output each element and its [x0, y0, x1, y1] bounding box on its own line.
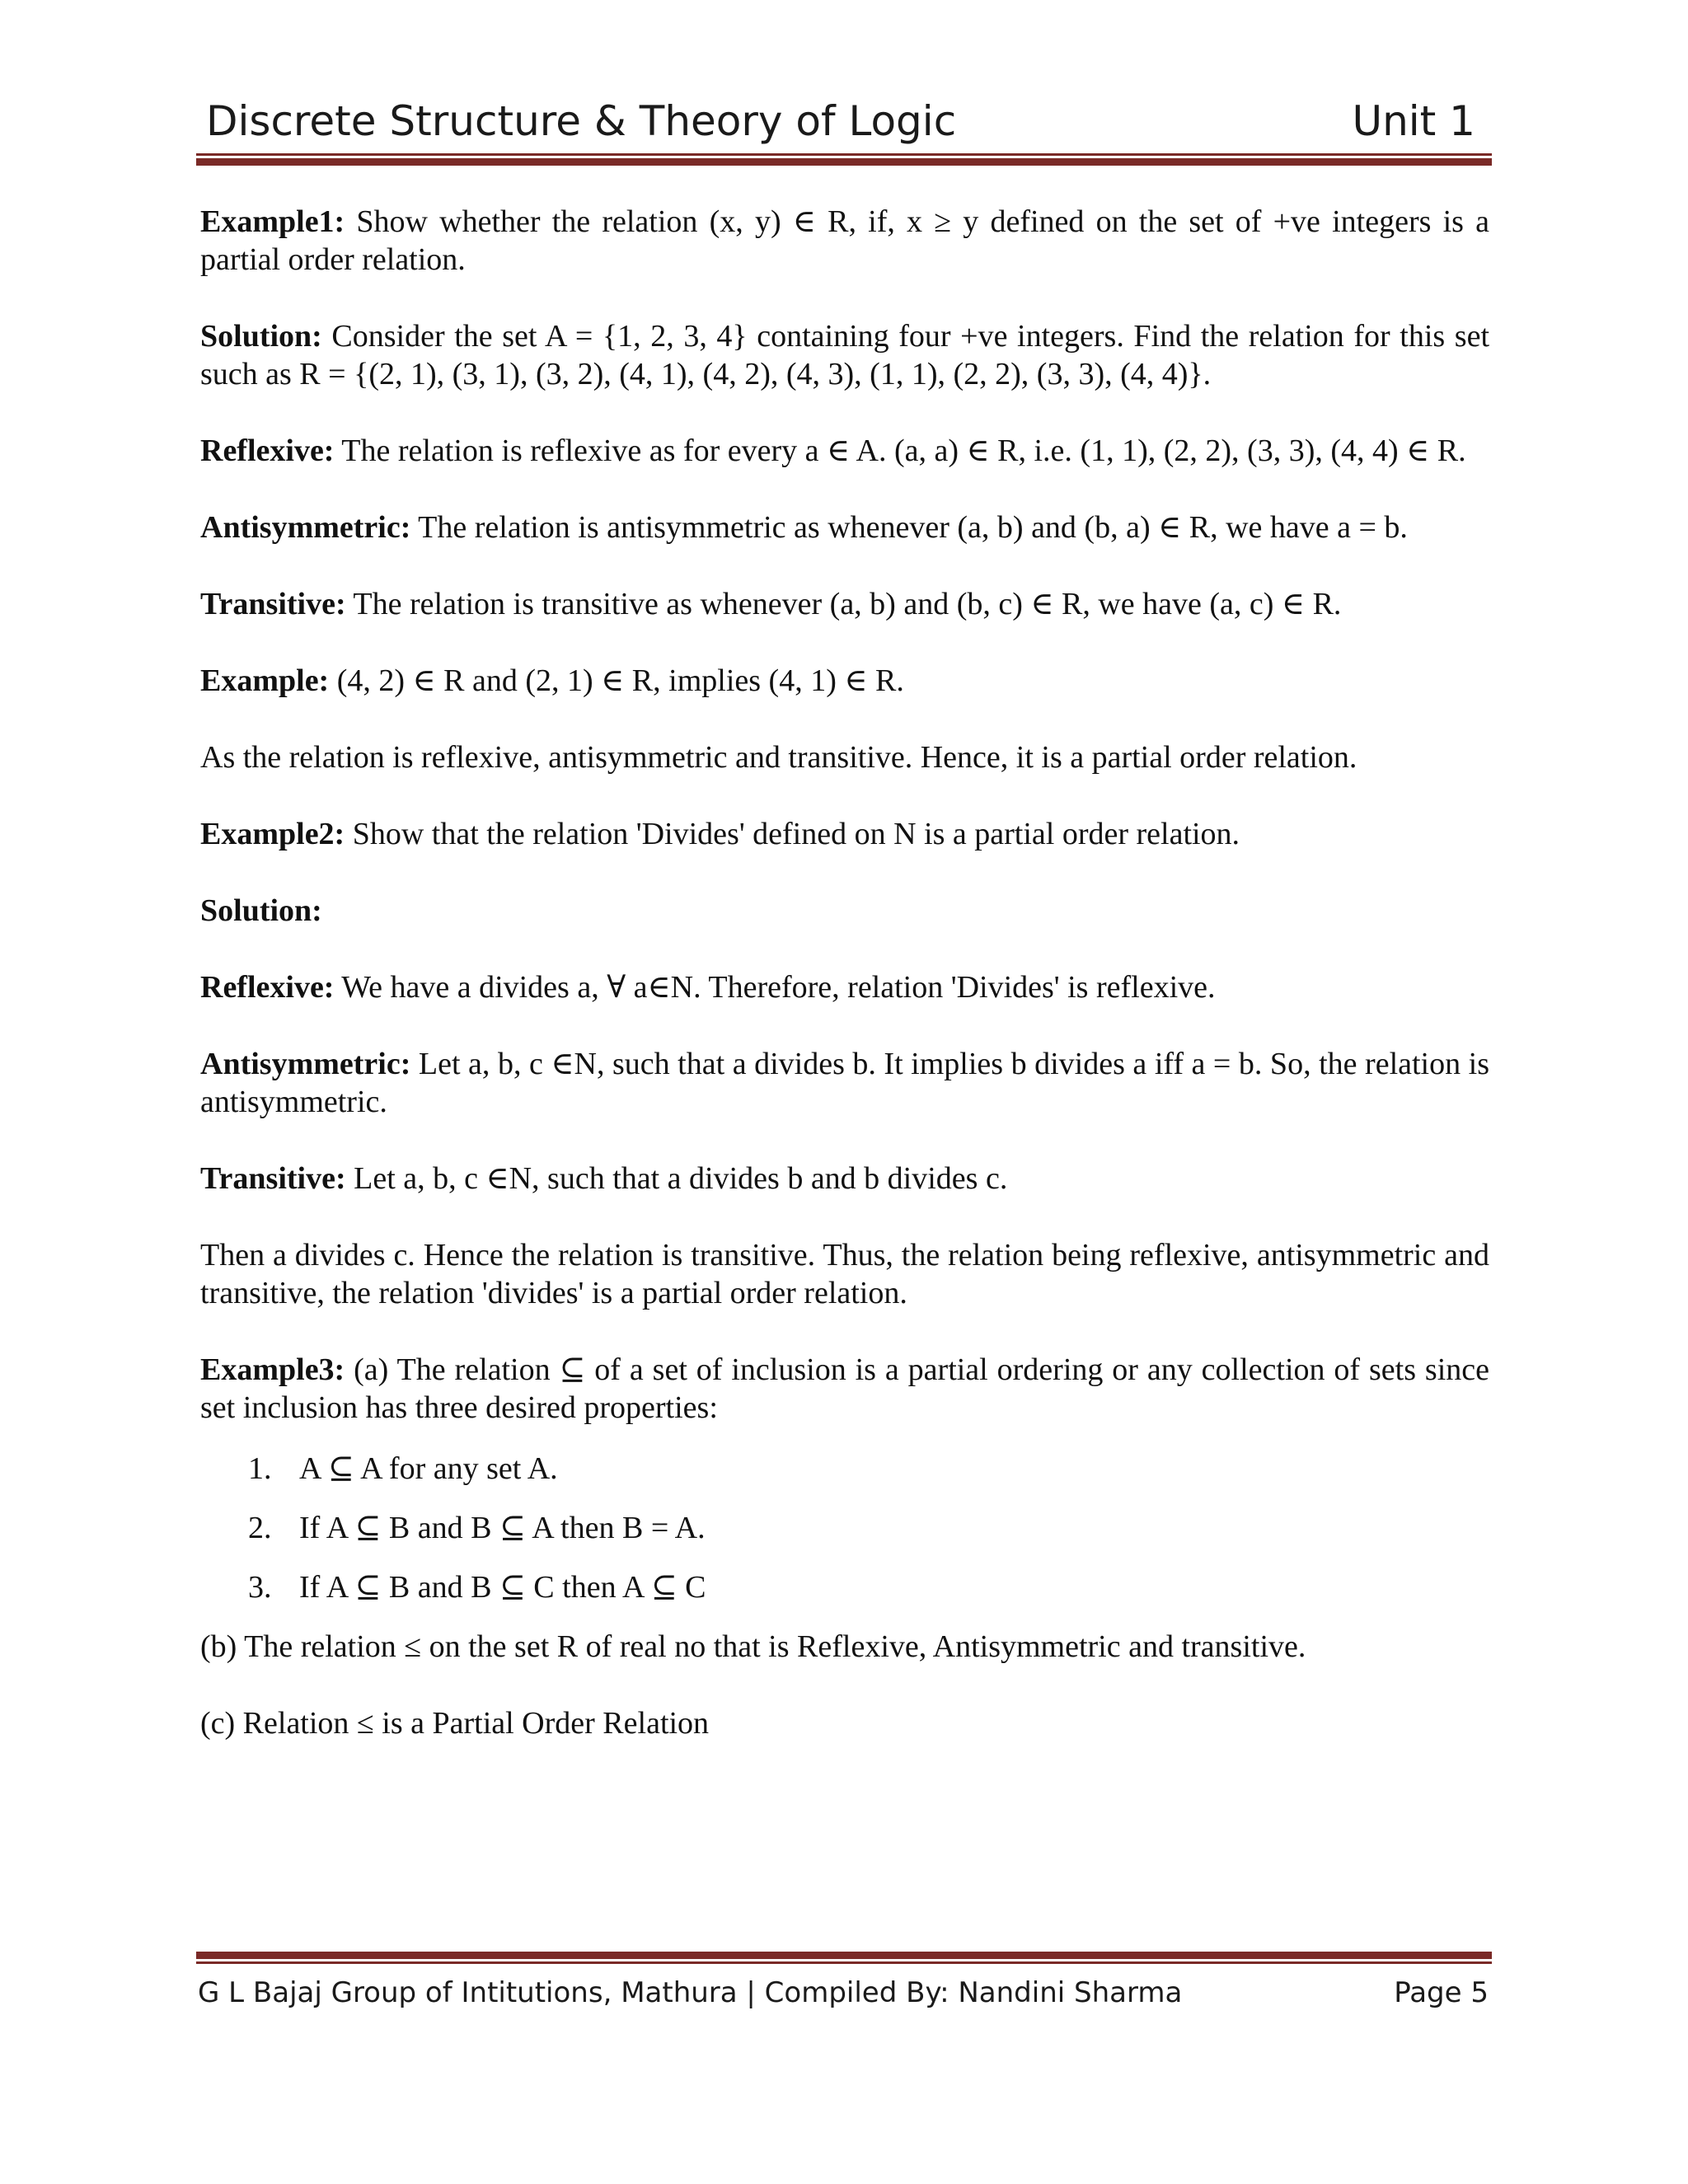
label: Transitive: [200, 1161, 346, 1196]
list-text: A ⊆ A for any set A. [299, 1451, 558, 1486]
footer-credit: G L Bajaj Group of Intitutions, Mathura | Compiled By: Nandini Sharma [198, 1976, 1183, 2009]
footer-rule-thin [196, 1961, 1492, 1964]
paragraph-part-b: (b) The relation ≤ on the set R of real no that is Reflexive, Antisymmetric and transitive. [200, 1629, 1306, 1664]
label: Example3: [200, 1352, 345, 1387]
label: Solution: [200, 319, 322, 354]
header-rule-thick [196, 158, 1492, 166]
properties-list [200, 1450, 1489, 1606]
header-unit: Unit 1 [1352, 97, 1475, 145]
page-header [198, 97, 1490, 157]
label: Example2: [200, 817, 345, 851]
paragraph-conclusion2: Then a divides c. Hence the relation is transitive. Thus, the relation being reflexive, antisymmetric and transitive, the relation 'divides' is a partial order relation. [200, 1238, 1489, 1310]
text: (4, 2) ∈ R and (2, 1) ∈ R, implies (4, 1) ∈ R. [329, 663, 904, 698]
paragraph-antisymmetric2 [200, 1045, 1489, 1121]
footer-rule-thick [196, 1952, 1492, 1959]
label: Reflexive: [200, 970, 335, 1005]
paragraph-example-inline [200, 662, 1489, 700]
label: Example: [200, 663, 330, 698]
text: We have a divides a, ∀ a∈N. Therefore, relation 'Divides' is reflexive. [334, 970, 1216, 1005]
paragraph-transitive2 [200, 1160, 1489, 1197]
paragraph-part-c: (c) Relation ≤ is a Partial Order Relation [200, 1706, 710, 1741]
paragraph-solution1 [200, 317, 1489, 393]
list-text: If A ⊆ B and B ⊆ C then A ⊆ C [299, 1570, 706, 1605]
text: Let a, b, c ∈N, such that a divides b. It implies b divides a iff a = b. So, the relation is antisymmetric. [200, 1047, 1489, 1119]
text: Show that the relation 'Divides' defined on N is a partial order relation. [345, 817, 1240, 851]
list-item [200, 1568, 1489, 1606]
text: Show whether the relation (x, y) ∈ R, if, x ≥ y defined on the set of +ve integers is a partial order relation. [200, 204, 1489, 277]
text: Let a, b, c ∈N, such that a divides b and b divides c. [345, 1161, 1008, 1196]
text: Consider the set A = {1, 2, 3, 4} containing four +ve integers. Find the relation for this set such as R = {(2, 1), (3, 1), (3, 2), (4, 1), (4, 2), (4, 3), (1, 1), (2, 2), (3, 3), (4, 4)}. [200, 319, 1489, 391]
label: Solution: [200, 893, 322, 928]
label: Antisymmetric: [200, 510, 411, 545]
paragraph-reflexive1 [200, 432, 1489, 470]
paragraph-solution2 [200, 892, 1489, 930]
label: Transitive: [200, 587, 346, 621]
paragraph-conclusion1: As the relation is reflexive, antisymmetric and transitive. Hence, it is a partial order relation. [200, 740, 1357, 775]
page-body [200, 203, 1489, 1781]
paragraph-example2 [200, 815, 1489, 853]
text: The relation is transitive as whenever (a, b) and (b, c) ∈ R, we have (a, c) ∈ R. [345, 587, 1342, 621]
paragraph-example1 [200, 203, 1489, 279]
paragraph-transitive1 [200, 585, 1489, 623]
paragraph-antisymmetric1 [200, 509, 1489, 546]
label: Reflexive: [200, 434, 335, 468]
page-footer [198, 1976, 1490, 2026]
text: The relation is antisymmetric as whenever (a, b) and (b, a) ∈ R, we have a = b. [410, 510, 1408, 545]
list-number: 1. [248, 1451, 272, 1486]
text: The relation is reflexive as for every a ∈ A. (a, a) ∈ R, i.e. (1, 1), (2, 2), (3, 3), (4, 4) ∈ R. [334, 434, 1466, 468]
paragraph-example3 [200, 1351, 1489, 1427]
page-number: Page 5 [1394, 1976, 1489, 2009]
label: Antisymmetric: [200, 1047, 411, 1081]
list-item [200, 1509, 1489, 1547]
list-number: 2. [248, 1511, 272, 1545]
header-title: Discrete Structure & Theory of Logic [206, 97, 957, 145]
list-item [200, 1450, 1489, 1488]
paragraph-reflexive2 [200, 968, 1489, 1006]
list-text: If A ⊆ B and B ⊆ A then B = A. [299, 1511, 706, 1545]
list-number: 3. [248, 1570, 272, 1605]
header-rule-thin [196, 153, 1492, 156]
label: Example1: [200, 204, 345, 239]
text: (a) The relation ⊆ of a set of inclusion is a partial ordering or any collection of sets since set inclusion has three desired properties: [200, 1352, 1489, 1425]
